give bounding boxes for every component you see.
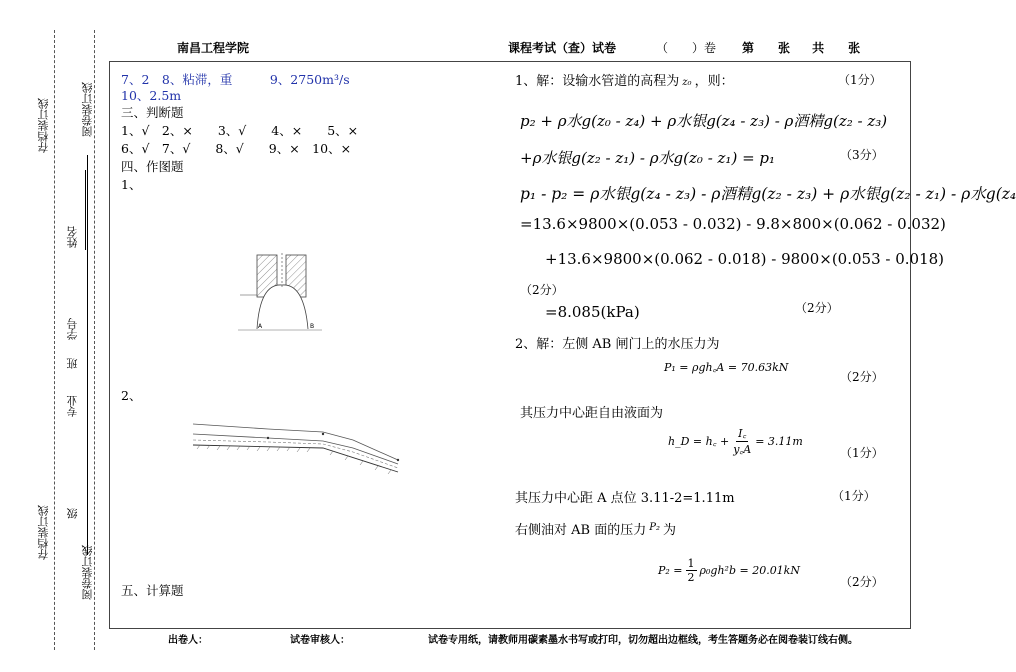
major-field-label: 专业 bbox=[66, 395, 79, 417]
q2-score-2: （1分） bbox=[840, 446, 884, 460]
section-calculation-title: 五、计算题 bbox=[121, 583, 184, 598]
review-line-solid bbox=[87, 155, 88, 555]
p2-denominator: 2 bbox=[687, 571, 695, 584]
q2-oil-variable: P₂ bbox=[649, 522, 660, 533]
school-name: 南昌工程学院 bbox=[177, 41, 250, 55]
p2-numerator: 1 bbox=[687, 557, 695, 570]
q1-intro bbox=[515, 70, 734, 89]
student-id-field-label: 学号 bbox=[66, 318, 79, 340]
figure1-point-b: B bbox=[310, 323, 315, 330]
q2-oil-end: 为 bbox=[662, 523, 676, 538]
fill-blank-answers-line1: 7、2 8、粘滞，重 9、2750m³/s bbox=[121, 72, 350, 87]
q1-result: =8.085(kPa) bbox=[545, 303, 640, 321]
sheet-count: 第 张 共 张 bbox=[742, 41, 861, 55]
binding-dash-line-outer bbox=[54, 30, 55, 650]
exam-volume: （ ）卷 bbox=[656, 41, 717, 55]
hd-numerator: I꜀ bbox=[738, 427, 747, 440]
section-judgment-title: 三、判断题 bbox=[121, 105, 184, 120]
q1-score-2: （3分） bbox=[840, 148, 884, 162]
name-field-label: 姓名 bbox=[66, 226, 79, 248]
q1-intro-text: 1、解：设输水管道的高程为 bbox=[515, 74, 680, 89]
q2-score-4: （2分） bbox=[840, 575, 884, 589]
q1-equation-4: =13.6×9800×(0.053 - 0.032) - 9.8×800×(0.062 - 0.032) bbox=[520, 215, 946, 233]
q2-oil-text: 右侧油对 AB 面的压力 bbox=[515, 523, 647, 538]
footer-author: 出卷人： bbox=[168, 635, 208, 646]
binding-line-top-label: 存档装订线 bbox=[37, 98, 50, 153]
q2-equation-hd bbox=[668, 426, 803, 457]
hd-lhs: h_D = h꜀ + bbox=[668, 435, 730, 448]
q1-equation-5: +13.6×9800×(0.062 - 0.018) - 9800×(0.053 - 0.018) bbox=[545, 250, 945, 268]
q2-oil-force bbox=[515, 519, 676, 538]
q1-score-4: （2分） bbox=[795, 301, 839, 315]
q2-equation-p1: P₁ = ρgh꜀A = 70.63kN bbox=[664, 361, 789, 374]
q2-intro: 2、解：左侧 AB 闸门上的水压力为 bbox=[515, 337, 720, 352]
figure1-label: 1、 bbox=[121, 177, 142, 192]
judgment-answers-line2: 6、√ 7、√ 8、√ 9、× 10、× bbox=[121, 141, 352, 156]
figure2-water-profile bbox=[188, 412, 403, 477]
figure1-pressure-body bbox=[230, 245, 330, 335]
judgment-answers-line1: 1、√ 2、× 3、√ 4、× 5、× bbox=[121, 123, 359, 138]
q1-then-text: ，则： bbox=[694, 74, 734, 89]
p2-rhs: ρ₀gh²b = 20.01kN bbox=[699, 564, 800, 577]
q2-score-1: （2分） bbox=[840, 370, 884, 384]
q1-score-1: （1分） bbox=[838, 73, 882, 87]
q2-pressure-center: 其压力中心距自由液面为 bbox=[520, 406, 664, 421]
p2-lhs: P₂ = bbox=[658, 564, 683, 577]
binding-line-bottom-label: 存档装订线 bbox=[37, 505, 50, 560]
hd-rhs: = 3.11m bbox=[755, 435, 803, 448]
footer-notice: 试卷专用纸，请教师用碳素墨水书写或打印，切勿超出边框线，考生答题务必在阅卷装订线右侧。 bbox=[428, 635, 858, 646]
exam-title: 课程考试（查）试卷 bbox=[508, 41, 617, 55]
q1-equation-3: p₁ - p₂ = ρ水银g(z₄ - z₃) - ρ酒精g(z₂ - z₃) + ρ水银g(z₂ - z₁) - ρ水g(z₄ bbox=[520, 185, 1016, 203]
q1-equation-1: p₂ + ρ水g(z₀ - z₄) + ρ水银g(z₄ - z₃) - ρ酒精g(z₂ - z₃) bbox=[520, 112, 888, 130]
figure2-label: 2、 bbox=[121, 388, 142, 403]
review-line-bottom-label: 阅卷装订线 bbox=[81, 545, 94, 600]
q1-variable: z₀ bbox=[682, 77, 692, 88]
name-underline bbox=[85, 170, 86, 250]
figure1-point-a: A bbox=[258, 323, 263, 330]
q2-score-3: （1分） bbox=[832, 489, 876, 503]
q1-score-3: （2分） bbox=[520, 283, 564, 297]
review-line-top-label: 阅卷装订线 bbox=[81, 82, 94, 137]
fill-blank-answers-line2: 10、2.5m bbox=[121, 88, 182, 103]
footer-reviewer: 试卷审核人： bbox=[290, 635, 350, 646]
class-field-label: 班 bbox=[66, 358, 79, 369]
q2-distance-from-a: 其压力中心距 A 点位 3.11-2=1.11m bbox=[515, 491, 735, 506]
q2-equation-p2 bbox=[658, 557, 800, 584]
hd-denominator: y꜀A bbox=[733, 443, 752, 456]
p2-fraction bbox=[686, 557, 697, 584]
hd-fraction bbox=[733, 426, 751, 457]
grade-field-label: 级 bbox=[66, 508, 79, 519]
q1-equation-2: +ρ水银g(z₂ - z₁) - ρ水g(z₀ - z₁) = p₁ bbox=[520, 149, 776, 167]
section-drawing-title: 四、作图题 bbox=[121, 159, 184, 174]
